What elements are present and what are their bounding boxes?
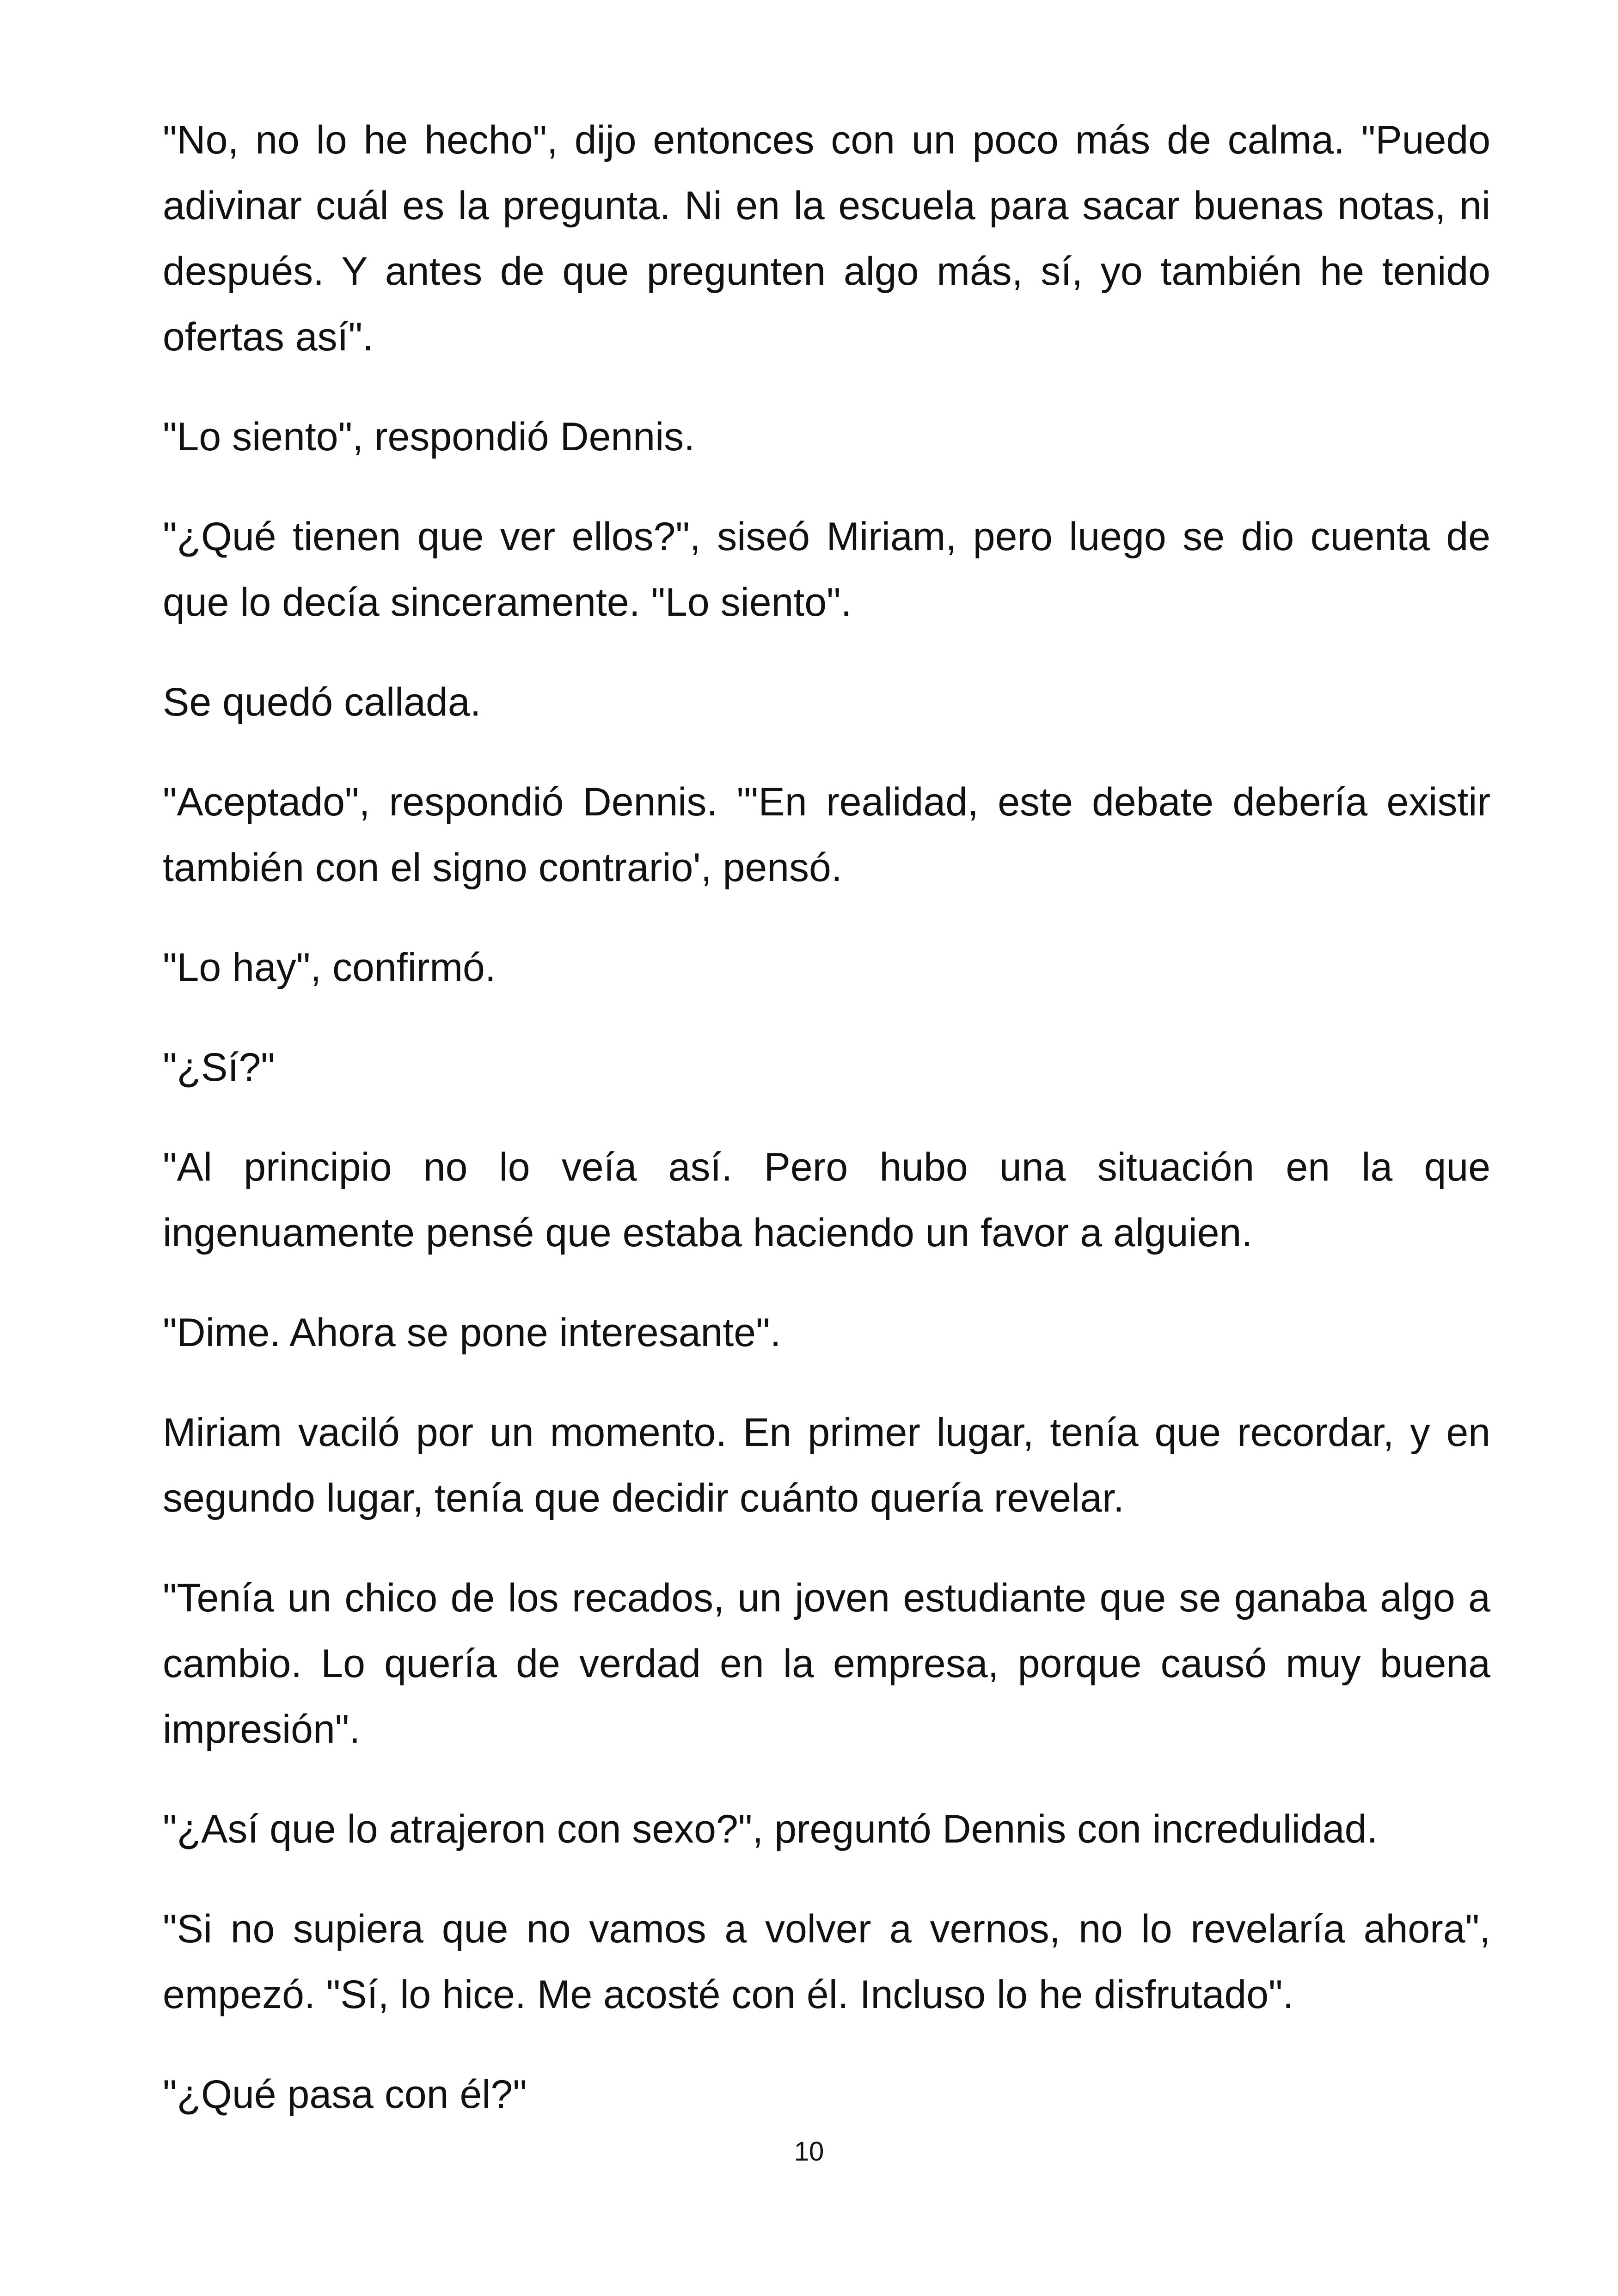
paragraph-5: "Aceptado", respondió Dennis. "'En realidad, este debate debería existir también con el signo contrario', pensó. (163, 780, 1490, 890)
paragraph-13: "Si no supiera que no vamos a volver a vernos, no lo revelaría ahora", empezó. "Sí, lo hice. Me acosté con él. Incluso lo he disfrutado". (163, 1907, 1490, 2017)
page-number: 10 (794, 2137, 824, 2167)
paragraph-10: Miriam vaciló por un momento. En primer lugar, tenía que recordar, y en segundo lugar, tenía que decidir cuánto quería revelar. (163, 1410, 1490, 1520)
paragraph-4: Se quedó callada. (163, 680, 481, 724)
paragraph-14: "¿Qué pasa con él?" (163, 2072, 527, 2117)
paragraph-9: "Dime. Ahora se pone interesante". (163, 1310, 781, 1355)
paragraph-7: "¿Sí?" (163, 1045, 275, 1090)
paragraph-3: "¿Qué tienen que ver ellos?", siseó Miriam, pero luego se dio cuenta de que lo decía sinceramente. "Lo siento". (163, 514, 1490, 625)
paragraph-11: "Tenía un chico de los recados, un joven estudiante que se ganaba algo a cambio. Lo quería de verdad en la empresa, porque causó muy buena impresión". (163, 1576, 1490, 1751)
paragraph-12: "¿Así que lo atrajeron con sexo?", preguntó Dennis con incredulidad. (163, 1807, 1378, 1851)
page-body (163, 107, 1490, 2161)
paragraph-8: "Al principio no lo veía así. Pero hubo una situación en la que ingenuamente pensé que estaba haciendo un favor a alguien. (163, 1145, 1490, 1255)
paragraph-6: "Lo hay", confirmó. (163, 945, 496, 990)
paragraph-2: "Lo siento", respondió Dennis. (163, 415, 695, 459)
paragraph-1: "No, no lo he hecho", dijo entonces con un poco más de calma. "Puedo adivinar cuál es la pregunta. Ni en la escuela para sacar buenas notas, ni después. Y antes de que pregunten algo más, sí, yo también he tenido ofertas así". (163, 118, 1490, 359)
